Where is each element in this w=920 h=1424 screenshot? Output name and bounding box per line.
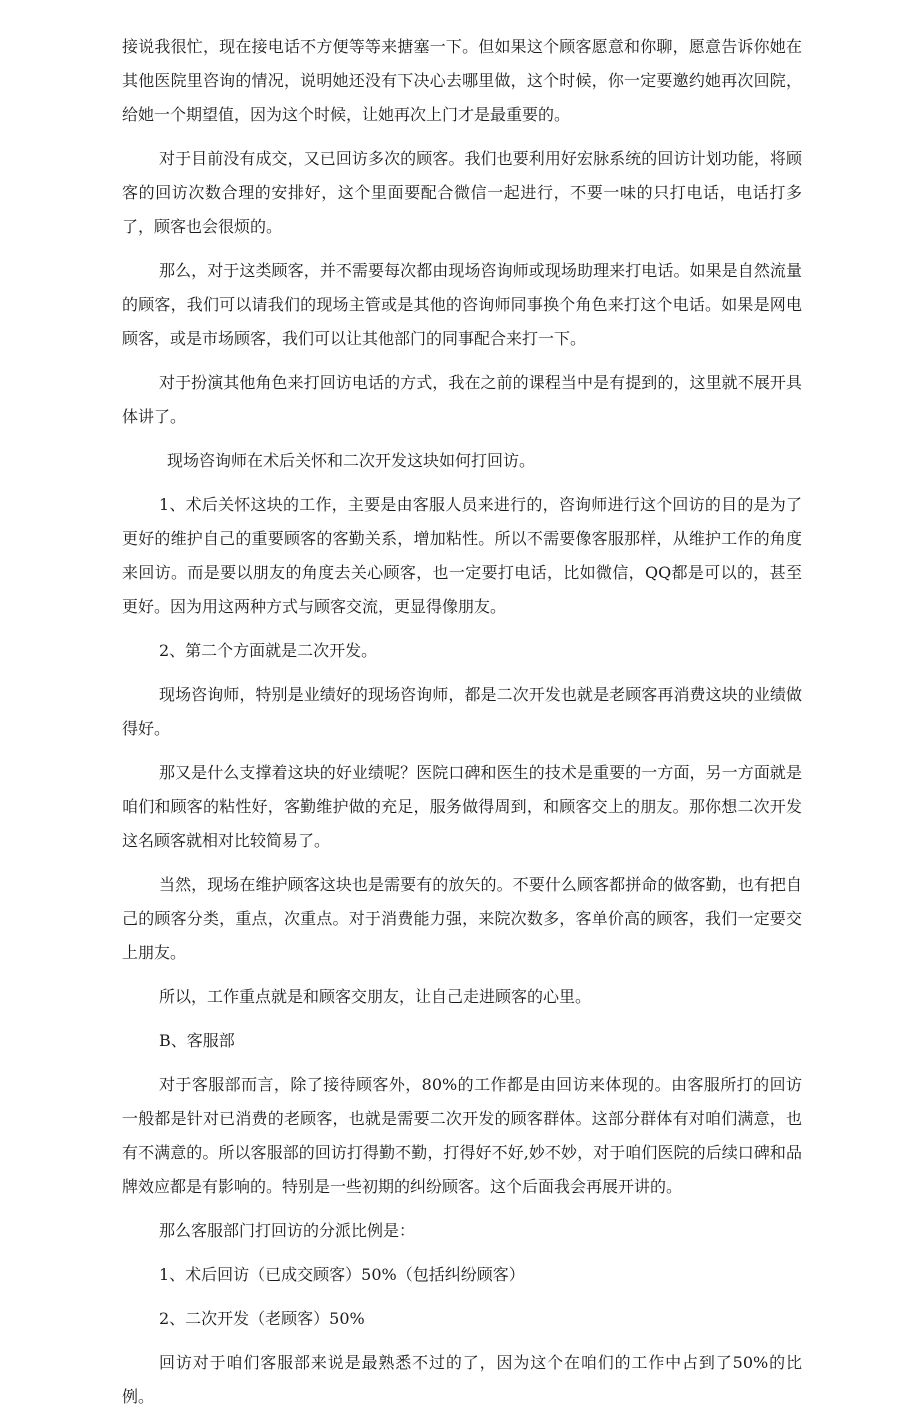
paragraph: 现场咨询师，特别是业绩好的现场咨询师，都是二次开发也就是老顾客再消费这块的业绩做得好。 [122,685,802,738]
paragraph: 接说我很忙，现在接电话不方便等等来搪塞一下。但如果这个顾客愿意和你聊，愿意告诉你她在其他医院里咨询的情况，说明她还没有下决心去哪里做，这个时候，你一定要邀约她再次回院，给她一个期望值，因为这个时候，让她再次上门才是最重要的。 [122,37,802,124]
section-heading: 现场咨询师在术后关怀和二次开发这块如何打回访。 [167,451,536,470]
paragraph: 所以，工作重点就是和顾客交朋友，让自己走进顾客的心里。 [159,987,592,1006]
paragraph: 对于客服部而言，除了接待顾客外，80%的工作都是由回访来体现的。由客服所打的回访一般都是针对已消费的老顾客，也就是需要二次开发的顾客群体。这部分群体有对咱们满意，也有不满意的。所以客服部的回访打得勤不勤，打得好不好,妙不妙，对于咱们医院的后续口碑和品牌效应都是有影响的。特别是一些初期的纠纷顾客。这个后面我会再展开讲的。 [122,1075,802,1196]
list-item: 1、术后回访（已成交顾客）50%（包括纠纷顾客） [159,1265,525,1284]
paragraph: 对于扮演其他角色来打回访电话的方式，我在之前的课程当中是有提到的，这里就不展开具体讲了。 [122,373,802,426]
paragraph: 那么客服部门打回访的分派比例是： [159,1221,416,1240]
paragraph: 1、术后关怀这块的工作，主要是由客服人员来进行的，咨询师进行这个回访的目的是为了更好的维护自己的重要顾客的客勤关系，增加粘性。所以不需要像客服那样，从维护工作的角度来回访。而是要以朋友的角度去关心顾客，也一定要打电话，比如微信，QQ都是可以的，甚至更好。因为用这两种方式与顾客交流，更显得像朋友。 [122,495,802,616]
list-item: 2、第二个方面就是二次开发。 [159,641,378,660]
document-body [122,30,802,1424]
paragraph: 回访对于咱们客服部来说是最熟悉不过的了，因为这个在咱们的工作中占到了50%的比例。 [122,1353,802,1406]
paragraph: 当然，现场在维护顾客这块也是需要有的放矢的。不要什么顾客都拼命的做客勤，也有把自己的顾客分类，重点，次重点。对于消费能力强，来院次数多，客单价高的顾客，我们一定要交上朋友。 [122,875,802,962]
paragraph: 那又是什么支撑着这块的好业绩呢？医院口碑和医生的技术是重要的一方面，另一方面就是咱们和顾客的粘性好，客勤维护做的充足，服务做得周到，和顾客交上的朋友。那你想二次开发这名顾客就相对比较简易了。 [122,763,802,850]
paragraph: 那么，对于这类顾客，并不需要每次都由现场咨询师或现场助理来打电话。如果是自然流量的顾客，我们可以请我们的现场主管或是其他的咨询师同事换个角色来打这个电话。如果是网电顾客，或是市场顾客，我们可以让其他部门的同事配合来打一下。 [122,261,802,348]
list-item: 2、二次开发（老顾客）50% [159,1309,365,1328]
section-heading: B、客服部 [159,1031,235,1050]
paragraph: 对于目前没有成交，又已回访多次的顾客。我们也要利用好宏脉系统的回访计划功能，将顾客的回访次数合理的安排好，这个里面要配合微信一起进行，不要一味的只打电话，电话打多了，顾客也会很烦的。 [122,149,802,236]
